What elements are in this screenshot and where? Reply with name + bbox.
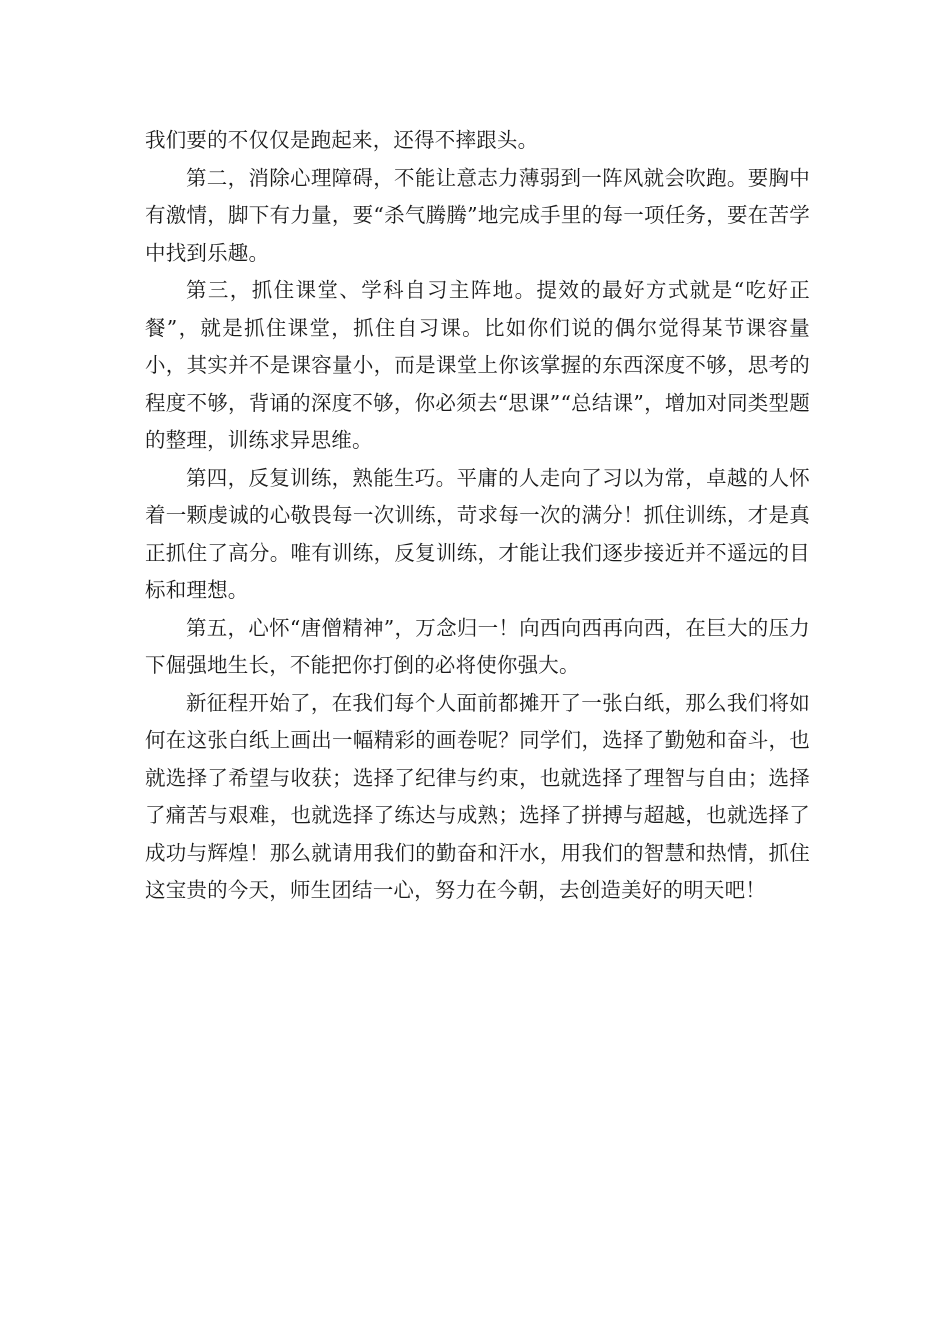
paragraph-point-five: 第五，心怀“唐僧精神”，万念归一！向西向西再向西，在巨大的压力下倔强地生长，不能把你打倒的必将使你强大。	[145, 615, 810, 677]
paragraph-point-four: 第四，反复训练，熟能生巧。平庸的人走向了习以为常，卓越的人怀着一颗虔诚的心敬畏每一次训练，苛求每一次的满分！抓住训练，才是真正抓住了高分。唯有训练，反复训练，才能让我们逐步接近并不遥远的目标和理想。	[145, 465, 810, 602]
paragraph-point-three: 第三，抓住课堂、学科自习主阵地。提效的最好方式就是“吃好正餐”，就是抓住课堂，抓住自习课。比如你们说的偶尔觉得某节课容量小，其实并不是课容量小，而是课堂上你该掌握的东西深度不够，思考的程度不够，背诵的深度不够，你必须去“思课”“总结课”，增加对同类型题的整理，训练求异思维。	[145, 278, 810, 452]
paragraph-continuation: 我们要的不仅仅是跑起来，还得不摔跟头。	[145, 128, 539, 152]
paragraph-point-two: 第二，消除心理障碍，不能让意志力薄弱到一阵风就会吹跑。要胸中有激情，脚下有力量，要“杀气腾腾”地完成手里的每一项任务，要在苦学中找到乐趣。	[145, 165, 810, 265]
paragraph-conclusion: 新征程开始了，在我们每个人面前都摊开了一张白纸，那么我们将如何在这张白纸上画出一幅精彩的画卷呢？同学们，选择了勤勉和奋斗，也就选择了希望与收获；选择了纪律与约束，也就选择了理智与自由；选择了痛苦与艰难，也就选择了练达与成熟；选择了拼搏与超越，也就选择了成功与辉煌！那么就请用我们的勤奋和汗水，用我们的智慧和热情，抓住这宝贵的今天，师生团结一心，努力在今朝，去创造美好的明天吧！	[145, 690, 810, 902]
body-text	[145, 122, 810, 910]
